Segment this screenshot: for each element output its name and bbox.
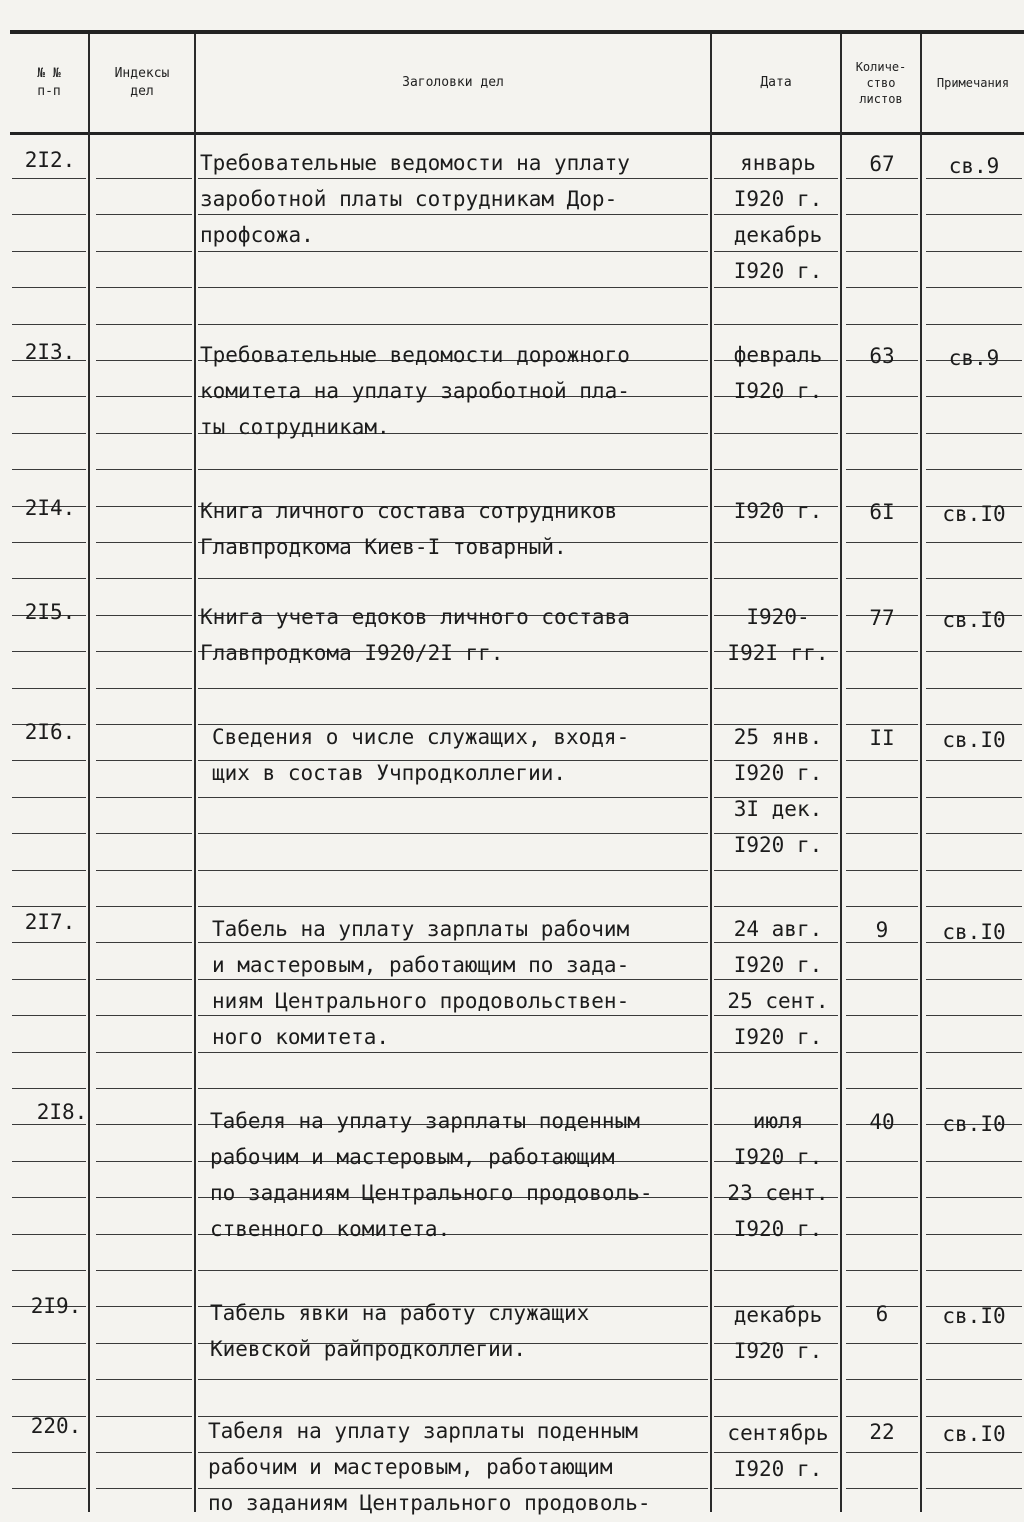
guide-line [12, 214, 86, 215]
guide-line [198, 1088, 708, 1089]
guide-line [714, 1488, 838, 1489]
guide-line [846, 651, 918, 652]
date-line: I920 г. [733, 379, 823, 403]
guide-line [846, 251, 918, 252]
guide-line [926, 251, 1022, 252]
entry-number: 2I3. [24, 340, 76, 364]
entry-number: 2I9. [30, 1294, 82, 1318]
title-line: профсожа. [200, 223, 314, 247]
guide-line [926, 724, 1022, 725]
date-line: I920 г. [733, 1217, 823, 1241]
entry-title [212, 720, 724, 792]
guide-line [926, 178, 1022, 179]
entry-sheet-count: 6I [869, 500, 895, 524]
entry-note: св.9 [948, 154, 1000, 178]
guide-line [926, 1015, 1022, 1016]
title-line: зароботной платы сотрудникам Дор- [200, 187, 618, 211]
guide-line [926, 214, 1022, 215]
guide-line [12, 1343, 86, 1344]
date-line: I920- [746, 605, 810, 629]
guide-line [96, 1452, 192, 1453]
guide-line [96, 251, 192, 252]
guide-line [96, 360, 192, 361]
guide-line [96, 214, 192, 215]
guide-line [926, 324, 1022, 325]
guide-line [846, 433, 918, 434]
title-line: Сведения о числе служащих, входя- [212, 725, 630, 749]
guide-line [198, 469, 708, 470]
guide-line [926, 1052, 1022, 1053]
guide-line [846, 578, 918, 579]
date-line: I920 г. [733, 1339, 823, 1363]
title-line: Книга учета едоков личного состава [200, 605, 630, 629]
guide-line [846, 942, 918, 943]
guide-line [12, 469, 86, 470]
title-line: Табеля на уплату зарплаты поденным [210, 1109, 640, 1133]
entry-date [714, 1104, 842, 1248]
entry-note: св.I0 [942, 1304, 1006, 1328]
header-title [196, 34, 710, 132]
entry-title [210, 1296, 722, 1368]
guide-line [846, 1416, 918, 1417]
date-line: I920 г. [733, 187, 823, 211]
date-line: I920 г. [733, 259, 823, 283]
guide-line [96, 688, 192, 689]
guide-line [12, 870, 86, 871]
guide-line [12, 178, 86, 179]
guide-line [96, 1416, 192, 1417]
title-line: по заданиям Центрального продоволь- [208, 1491, 651, 1515]
header-number-line2: п-п [37, 84, 61, 99]
title-line: Киевской райпродколлегии. [210, 1337, 527, 1361]
guide-line [926, 688, 1022, 689]
guide-line [12, 1452, 86, 1453]
guide-line [846, 1343, 918, 1344]
guide-line [846, 906, 918, 907]
guide-line [12, 1161, 86, 1162]
guide-line [96, 1124, 192, 1125]
guide-line [96, 542, 192, 543]
guide-line [12, 942, 86, 943]
guide-line [96, 506, 192, 507]
guide-line [926, 1488, 1022, 1489]
entry-sheet-count: II [869, 726, 895, 750]
guide-line [96, 396, 192, 397]
guide-line [198, 1270, 708, 1271]
guide-line [926, 1452, 1022, 1453]
date-line: I920 г. [733, 833, 823, 857]
date-line: I920 г. [733, 761, 823, 785]
guide-line [714, 324, 838, 325]
guide-line [846, 1488, 918, 1489]
title-line: по заданиям Центрального продоволь- [210, 1181, 653, 1205]
date-line: 3I дек. [733, 797, 823, 821]
guide-line [926, 651, 1022, 652]
guide-line [198, 833, 708, 834]
entry-note: св.I0 [942, 920, 1006, 944]
header-date [712, 34, 840, 132]
guide-line [714, 1379, 838, 1380]
guide-line [198, 1379, 708, 1380]
guide-line [96, 979, 192, 980]
entry-title [200, 494, 712, 566]
title-line: щих в состав Учпродколлегии. [212, 761, 567, 785]
date-line: январь [740, 151, 816, 175]
guide-line [926, 906, 1022, 907]
header-count-line1: Количе- [855, 60, 907, 74]
guide-line [12, 324, 86, 325]
guide-line [926, 1343, 1022, 1344]
date-line: июля [752, 1109, 804, 1133]
guide-line [846, 542, 918, 543]
guide-line [926, 396, 1022, 397]
entry-sheet-count: 6 [875, 1302, 889, 1326]
entry-title [200, 338, 712, 446]
guide-line [96, 651, 192, 652]
guide-line [926, 1197, 1022, 1198]
guide-line [96, 724, 192, 725]
entry-number: 220. [30, 1414, 82, 1438]
entry-date [714, 494, 842, 530]
guide-line [12, 651, 86, 652]
header-index-line2: дел [130, 84, 154, 99]
title-line: Табеля на уплату зарплаты поденным [208, 1419, 638, 1443]
guide-line [846, 870, 918, 871]
guide-line [846, 1379, 918, 1380]
header-index [90, 34, 194, 132]
guide-line [12, 1270, 86, 1271]
column-divider [88, 34, 90, 1512]
guide-line [96, 324, 192, 325]
guide-line [12, 1052, 86, 1053]
guide-line [96, 870, 192, 871]
title-line: Требовательные ведомости на уплату [200, 151, 630, 175]
guide-line [96, 1270, 192, 1271]
guide-line [846, 469, 918, 470]
guide-line [96, 1015, 192, 1016]
header-notes-text: Примечания [936, 76, 1010, 90]
guide-line [12, 1124, 86, 1125]
date-line: декабрь [733, 1303, 823, 1327]
guide-line [198, 578, 708, 579]
header-number [10, 34, 88, 132]
guide-line [12, 1197, 86, 1198]
title-line: Табель на уплату зарплаты рабочим [212, 917, 630, 941]
guide-line [714, 870, 838, 871]
guide-line [96, 1052, 192, 1053]
column-divider [920, 34, 922, 1512]
entry-note: св.I0 [942, 728, 1006, 752]
title-line: комитета на уплату зароботной пла- [200, 379, 630, 403]
guide-line [846, 1234, 918, 1235]
date-line: февраль [733, 343, 823, 367]
date-line: I920 г. [733, 1025, 823, 1049]
date-line: I920 г. [733, 499, 823, 523]
guide-line [12, 688, 86, 689]
guide-line [926, 760, 1022, 761]
guide-line [96, 1306, 192, 1307]
header-notes [922, 34, 1024, 132]
header-bottom-rule [10, 132, 1024, 135]
entry-title [210, 1104, 722, 1248]
guide-line [12, 251, 86, 252]
guide-line [12, 287, 86, 288]
guide-line [846, 688, 918, 689]
entry-sheet-count: 67 [869, 152, 895, 176]
guide-line [96, 1379, 192, 1380]
guide-line [714, 1270, 838, 1271]
guide-line [96, 1488, 192, 1489]
entry-note: св.I0 [942, 1422, 1006, 1446]
guide-line [198, 906, 708, 907]
entry-title [200, 600, 712, 672]
guide-line [12, 1488, 86, 1489]
date-line: I920 г. [733, 953, 823, 977]
guide-line [926, 979, 1022, 980]
entry-date [714, 338, 842, 410]
guide-line [926, 1161, 1022, 1162]
guide-line [96, 433, 192, 434]
entry-sheet-count: 40 [869, 1110, 895, 1134]
title-line: Главпродкома Киев-I товарный. [200, 535, 567, 559]
guide-line [96, 760, 192, 761]
guide-line [846, 1197, 918, 1198]
guide-line [198, 688, 708, 689]
guide-line [12, 542, 86, 543]
guide-line [198, 287, 708, 288]
guide-line [12, 906, 86, 907]
entry-number: 2I8. [36, 1100, 88, 1124]
guide-line [96, 833, 192, 834]
guide-line [12, 1234, 86, 1235]
date-line: декабрь [733, 223, 823, 247]
entry-number: 2I5. [24, 600, 76, 624]
guide-line [846, 1270, 918, 1271]
title-line: Книга личного состава сотрудников [200, 499, 618, 523]
guide-line [846, 979, 918, 980]
guide-line [926, 578, 1022, 579]
guide-line [846, 797, 918, 798]
entry-sheet-count: 77 [869, 606, 895, 630]
guide-line [96, 1088, 192, 1089]
guide-line [926, 433, 1022, 434]
entry-date [714, 600, 842, 672]
title-line: ного комитета. [212, 1025, 390, 1049]
guide-line [714, 578, 838, 579]
guide-line [846, 178, 918, 179]
guide-line [926, 1379, 1022, 1380]
guide-line [926, 1270, 1022, 1271]
guide-line [96, 906, 192, 907]
date-line: 25 сент. [727, 989, 829, 1013]
guide-line [198, 870, 708, 871]
guide-line [12, 760, 86, 761]
guide-line [96, 615, 192, 616]
header-count-line3: листов [859, 92, 903, 106]
guide-line [714, 433, 838, 434]
guide-line [12, 1088, 86, 1089]
guide-line [96, 578, 192, 579]
column-divider [194, 34, 196, 1512]
guide-line [96, 469, 192, 470]
header-count-line2: ство [866, 76, 896, 90]
guide-line [96, 178, 192, 179]
guide-line [846, 724, 918, 725]
date-line: 24 авг. [733, 917, 823, 941]
guide-line [846, 214, 918, 215]
title-line: Требовательные ведомости дорожного [200, 343, 630, 367]
guide-line [846, 396, 918, 397]
guide-line [96, 1234, 192, 1235]
entry-date [714, 1416, 842, 1488]
guide-line [926, 1416, 1022, 1417]
guide-line [714, 906, 838, 907]
guide-line [846, 760, 918, 761]
guide-line [714, 542, 838, 543]
date-line: сентябрь [727, 1421, 829, 1445]
guide-line [12, 578, 86, 579]
guide-line [926, 1088, 1022, 1089]
guide-line [846, 833, 918, 834]
guide-line [926, 542, 1022, 543]
title-line: рабочим и мастеровым, работающим [210, 1145, 615, 1169]
date-line: I920 г. [733, 1457, 823, 1481]
entry-sheet-count: 22 [869, 1420, 895, 1444]
guide-line [96, 287, 192, 288]
guide-line [12, 396, 86, 397]
guide-line [198, 797, 708, 798]
entry-date [714, 720, 842, 864]
entry-number: 2I7. [24, 910, 76, 934]
guide-line [12, 797, 86, 798]
guide-line [12, 833, 86, 834]
title-line: Главпродкома I920/2I гг. [200, 641, 504, 665]
guide-line [846, 324, 918, 325]
header-number-line1: № № [37, 66, 61, 81]
guide-line [846, 1052, 918, 1053]
guide-line [12, 433, 86, 434]
guide-line [12, 1015, 86, 1016]
title-line: ты сотрудникам. [200, 415, 390, 439]
header-title-text: Заголовки дел [402, 75, 504, 90]
guide-line [714, 469, 838, 470]
entry-date [714, 146, 842, 290]
entry-note: св.I0 [942, 1112, 1006, 1136]
guide-line [12, 979, 86, 980]
guide-line [714, 1088, 838, 1089]
guide-line [926, 287, 1022, 288]
date-line: 23 сент. [727, 1181, 829, 1205]
entry-date [714, 912, 842, 1056]
guide-line [926, 1234, 1022, 1235]
guide-line [926, 469, 1022, 470]
header-count [842, 34, 920, 132]
entry-sheet-count: 9 [875, 918, 889, 942]
entry-title [212, 912, 724, 1056]
guide-line [926, 797, 1022, 798]
guide-line [96, 1197, 192, 1198]
entry-sheet-count: 63 [869, 344, 895, 368]
guide-line [96, 797, 192, 798]
guide-line [96, 1343, 192, 1344]
guide-line [12, 1379, 86, 1380]
title-line: ниям Центрального продовольствен- [212, 989, 630, 1013]
header-index-line1: Индексы [114, 66, 170, 81]
guide-line [714, 688, 838, 689]
guide-line [926, 833, 1022, 834]
guide-line [198, 324, 708, 325]
guide-line [96, 1161, 192, 1162]
entry-note: св.I0 [942, 502, 1006, 526]
guide-line [96, 942, 192, 943]
title-line: и мастеровым, работающим по зада- [212, 953, 630, 977]
entry-number: 2I4. [24, 496, 76, 520]
date-line: I920 г. [733, 1145, 823, 1169]
guide-line [846, 1452, 918, 1453]
entry-number: 2I6. [24, 720, 76, 744]
entry-number: 2I2. [24, 148, 76, 172]
title-line: Табель явки на работу служащих [210, 1301, 590, 1325]
entry-date [714, 1298, 842, 1370]
guide-line [926, 870, 1022, 871]
guide-line [846, 1088, 918, 1089]
entry-title [200, 146, 712, 254]
entry-note: св.9 [948, 346, 1000, 370]
guide-line [846, 1161, 918, 1162]
entry-note: св.I0 [942, 608, 1006, 632]
entry-title [208, 1414, 720, 1522]
guide-line [846, 287, 918, 288]
date-line: 25 янв. [733, 725, 823, 749]
header-date-text: Дата [760, 75, 792, 90]
guide-line [846, 1015, 918, 1016]
title-line: ственного комитета. [210, 1217, 451, 1241]
date-line: I92I гг. [727, 641, 829, 665]
title-line: рабочим и мастеровым, работающим [208, 1455, 613, 1479]
